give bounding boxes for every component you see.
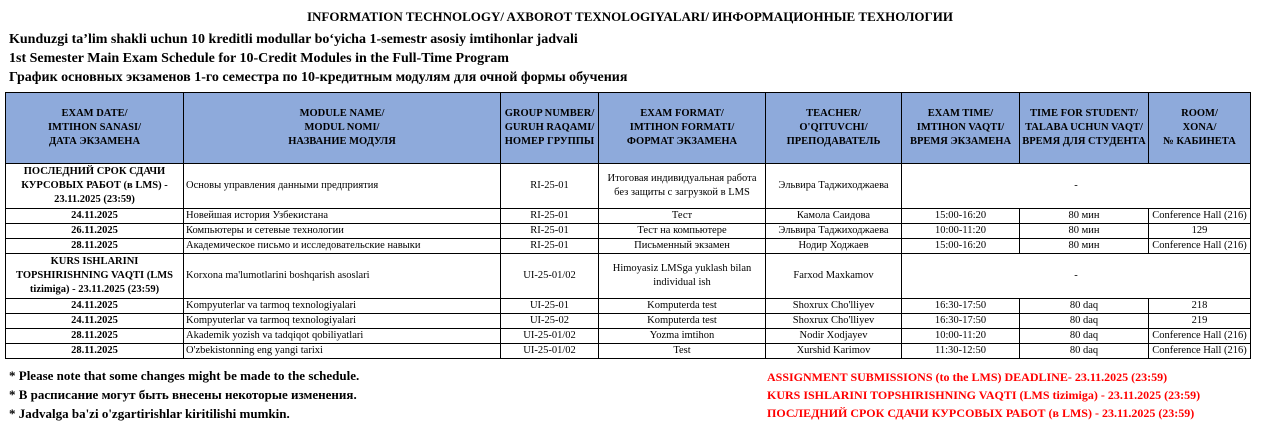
group-number-cell: UI-25-01/02: [501, 344, 599, 359]
exam-time-cell: 11:30-12:50: [902, 344, 1020, 359]
time-for-student-cell: 80 мин: [1020, 224, 1149, 239]
group-number-cell: UI-25-02: [501, 314, 599, 329]
exam-format-cell: Тест: [599, 209, 766, 224]
module-name-cell: Korxona ma'lumotlarini boshqarish asoslari: [184, 254, 501, 299]
teacher-cell: Farxod Maxkamov: [766, 254, 902, 299]
time-for-student-cell: 80 daq: [1020, 299, 1149, 314]
module-name-cell: Akademik yozish va tadqiqot qobiliyatlari: [184, 329, 501, 344]
exam-format-cell: Komputerda test: [599, 299, 766, 314]
time-for-student-cell: 80 daq: [1020, 344, 1149, 359]
column-header-line: TIME FOR STUDENT/: [1030, 108, 1138, 119]
column-header-line: НОМЕР ГРУППЫ: [504, 136, 595, 147]
column-header-line: IMTIHON FORMATI/: [629, 122, 735, 133]
room-cell: Conference Hall (216): [1149, 344, 1251, 359]
module-name-cell: Основы управления данными предприятия: [184, 164, 501, 209]
deadline-uz: KURS ISHLARINI TOPSHIRISHNING VAQTI (LMS tizimiga) - 23.11.2025 (23:59): [767, 388, 1201, 402]
schedule-title-ru: График основных экзаменов 1-го семестра по 10-кредитным модулям для очной формы обучения: [9, 70, 628, 85]
exam-date-cell: 28.11.2025: [6, 344, 184, 359]
table-row: [6, 254, 1251, 299]
room-cell: 129: [1149, 224, 1251, 239]
no-time-cell: -: [902, 254, 1251, 299]
column-header-line: ДАТА ЭКЗАМЕНА: [48, 136, 141, 147]
room-cell: Conference Hall (216): [1149, 329, 1251, 344]
time-for-student-cell: 80 daq: [1020, 329, 1149, 344]
column-header-line: GROUP NUMBER/: [504, 108, 595, 119]
column-header-line: № КАБИНЕТА: [1163, 136, 1236, 147]
column-header-line: ROOM/: [1181, 108, 1218, 119]
time-for-student-cell: 80 daq: [1020, 314, 1149, 329]
module-name-cell: Академическое письмо и исследовательские навыки: [184, 239, 501, 254]
column-header-line: EXAM DATE/: [61, 108, 128, 119]
department-title: INFORMATION TECHNOLOGY/ AXBOROT TEXNOLOGIYALARI/ ИНФОРМАЦИОННЫЕ ТЕХНОЛОГИИ: [306, 9, 954, 24]
column-header-module-name: [184, 93, 501, 164]
group-number-cell: UI-25-01/02: [501, 254, 599, 299]
teacher-cell: Shoxrux Cho'lliyev: [766, 314, 902, 329]
table-row: [6, 344, 1251, 359]
module-name-cell: O'zbekistonning eng yangi tarixi: [184, 344, 501, 359]
no-time-cell: -: [902, 164, 1251, 209]
table-row: [6, 224, 1251, 239]
teacher-cell: Эльвира Таджиходжаева: [766, 224, 902, 239]
column-header-line: O'QITUVCHI/: [799, 122, 868, 133]
column-header-line: IMTIHON VAQTI/: [916, 122, 1005, 133]
exam-date-cell: 24.11.2025: [6, 299, 184, 314]
room-cell: Conference Hall (216): [1149, 209, 1251, 224]
teacher-cell: Nodir Xodjayev: [766, 329, 902, 344]
column-header-group-number: [501, 93, 599, 164]
group-number-cell: RI-25-01: [501, 164, 599, 209]
exam-format-cell: Yozma imtihon: [599, 329, 766, 344]
group-number-cell: UI-25-01/02: [501, 329, 599, 344]
module-name-cell: Компьютеры и сетевые технологии: [184, 224, 501, 239]
room-cell: Conference Hall (216): [1149, 239, 1251, 254]
exam-format-cell: Test: [599, 344, 766, 359]
column-header-line: EXAM FORMAT/: [640, 108, 724, 119]
teacher-cell: Xurshid Karimov: [766, 344, 902, 359]
teacher-cell: Нодир Ходжаев: [766, 239, 902, 254]
exam-time-cell: 16:30-17:50: [902, 314, 1020, 329]
deadline-en: ASSIGNMENT SUBMISSIONS (to the LMS) DEADLINE- 23.11.2025 (23:59): [767, 370, 1168, 384]
column-header-exam-time: [902, 93, 1020, 164]
note-uz: * Jadvalga ba'zi o'zgartirishlar kiritilishi mumkin.: [9, 406, 290, 421]
exam-format-cell: Тест на компьютере: [599, 224, 766, 239]
exam-date-cell: 24.11.2025: [6, 209, 184, 224]
table-row: [6, 164, 1251, 209]
column-header-line: GURUH RAQAMI/: [504, 122, 595, 133]
exam-date-cell: KURS ISHLARINI TOPSHIRISHNING VAQTI (LMS tizimiga) - 23.11.2025 (23:59): [6, 254, 184, 299]
teacher-cell: Камола Саидова: [766, 209, 902, 224]
column-header-exam-format: [599, 93, 766, 164]
module-name-cell: Kompyuterlar va tarmoq texnologiyalari: [184, 299, 501, 314]
table-row: [6, 329, 1251, 344]
table-row: [6, 239, 1251, 254]
module-name-cell: Новейшая история Узбекистана: [184, 209, 501, 224]
exam-format-cell: Komputerda test: [599, 314, 766, 329]
column-header-line: EXAM TIME/: [927, 108, 994, 119]
column-header-line: IMTIHON SANASI/: [47, 122, 142, 133]
exam-time-cell: 15:00-16:20: [902, 209, 1020, 224]
table-header-row: [6, 93, 1251, 164]
column-header-line: MODULE NAME/: [299, 108, 385, 119]
teacher-cell: Эльвира Таджиходжаева: [766, 164, 902, 209]
exam-date-cell: 26.11.2025: [6, 224, 184, 239]
column-header-line: ВРЕМЯ ЭКЗАМЕНА: [909, 136, 1012, 147]
group-number-cell: RI-25-01: [501, 209, 599, 224]
schedule-title-en: 1st Semester Main Exam Schedule for 10-Credit Modules in the Full-Time Program: [9, 51, 509, 66]
schedule-title-uz: Kunduzgi ta’lim shakli uchun 10 kreditli modullar bo‘yicha 1-semestr asosiy imtihonlar jadvali: [9, 32, 578, 47]
module-name-cell: Kompyuterlar va tarmoq texnologiyalari: [184, 314, 501, 329]
column-header-line: ПРЕПОДАВАТЕЛЬ: [786, 136, 881, 147]
exam-schedule-table: [5, 92, 1251, 359]
exam-time-cell: 15:00-16:20: [902, 239, 1020, 254]
exam-time-cell: 10:00-11:20: [902, 329, 1020, 344]
column-header-room: [1149, 93, 1251, 164]
column-header-line: НАЗВАНИЕ МОДУЛЯ: [288, 136, 396, 147]
notes: [9, 366, 359, 423]
time-for-student-cell: 80 мин: [1020, 209, 1149, 224]
time-for-student-cell: 80 мин: [1020, 239, 1149, 254]
table-row: [6, 299, 1251, 314]
exam-format-cell: Himoyasiz LMSga yuklash bilan individual ish: [599, 254, 766, 299]
exam-time-cell: 10:00-11:20: [902, 224, 1020, 239]
table-row: [6, 209, 1251, 224]
column-header-line: XONA/: [1182, 122, 1217, 133]
note-ru: * В расписание могут быть внесены некоторые изменения.: [9, 387, 357, 402]
table-row: [6, 314, 1251, 329]
note-en: * Please note that some changes might be made to the schedule.: [9, 368, 360, 383]
exam-date-cell: ПОСЛЕДНИЙ СРОК СДАЧИ КУРСОВЫХ РАБОТ (в LMS) - 23.11.2025 (23:59): [6, 164, 184, 209]
group-number-cell: UI-25-01: [501, 299, 599, 314]
exam-date-cell: 28.11.2025: [6, 239, 184, 254]
column-header-exam-date: [6, 93, 184, 164]
room-cell: 218: [1149, 299, 1251, 314]
exam-date-cell: 24.11.2025: [6, 314, 184, 329]
group-number-cell: RI-25-01: [501, 239, 599, 254]
column-header-line: TEACHER/: [806, 108, 861, 119]
exam-date-cell: 28.11.2025: [6, 329, 184, 344]
deadline-ru: ПОСЛЕДНИЙ СРОК СДАЧИ КУРСОВЫХ РАБОТ (в LMS) - 23.11.2025 (23:59): [767, 406, 1195, 420]
column-header-line: ФОРМАТ ЭКЗАМЕНА: [626, 136, 738, 147]
column-header-line: ВРЕМЯ ДЛЯ СТУДЕНТА: [1022, 136, 1146, 147]
group-number-cell: RI-25-01: [501, 224, 599, 239]
exam-time-cell: 16:30-17:50: [902, 299, 1020, 314]
exam-format-cell: Итоговая индивидуальная работа без защиты с загрузкой в LMS: [599, 164, 766, 209]
deadline-notices: [767, 368, 1200, 422]
column-header-line: MODUL NOMI/: [304, 122, 380, 133]
column-header-line: TALABA UCHUN VAQT/: [1025, 122, 1143, 133]
exam-format-cell: Письменный экзамен: [599, 239, 766, 254]
column-header-time-for-student: [1020, 93, 1149, 164]
room-cell: 219: [1149, 314, 1251, 329]
column-header-teacher: [766, 93, 902, 164]
teacher-cell: Shoxrux Cho'lliyev: [766, 299, 902, 314]
